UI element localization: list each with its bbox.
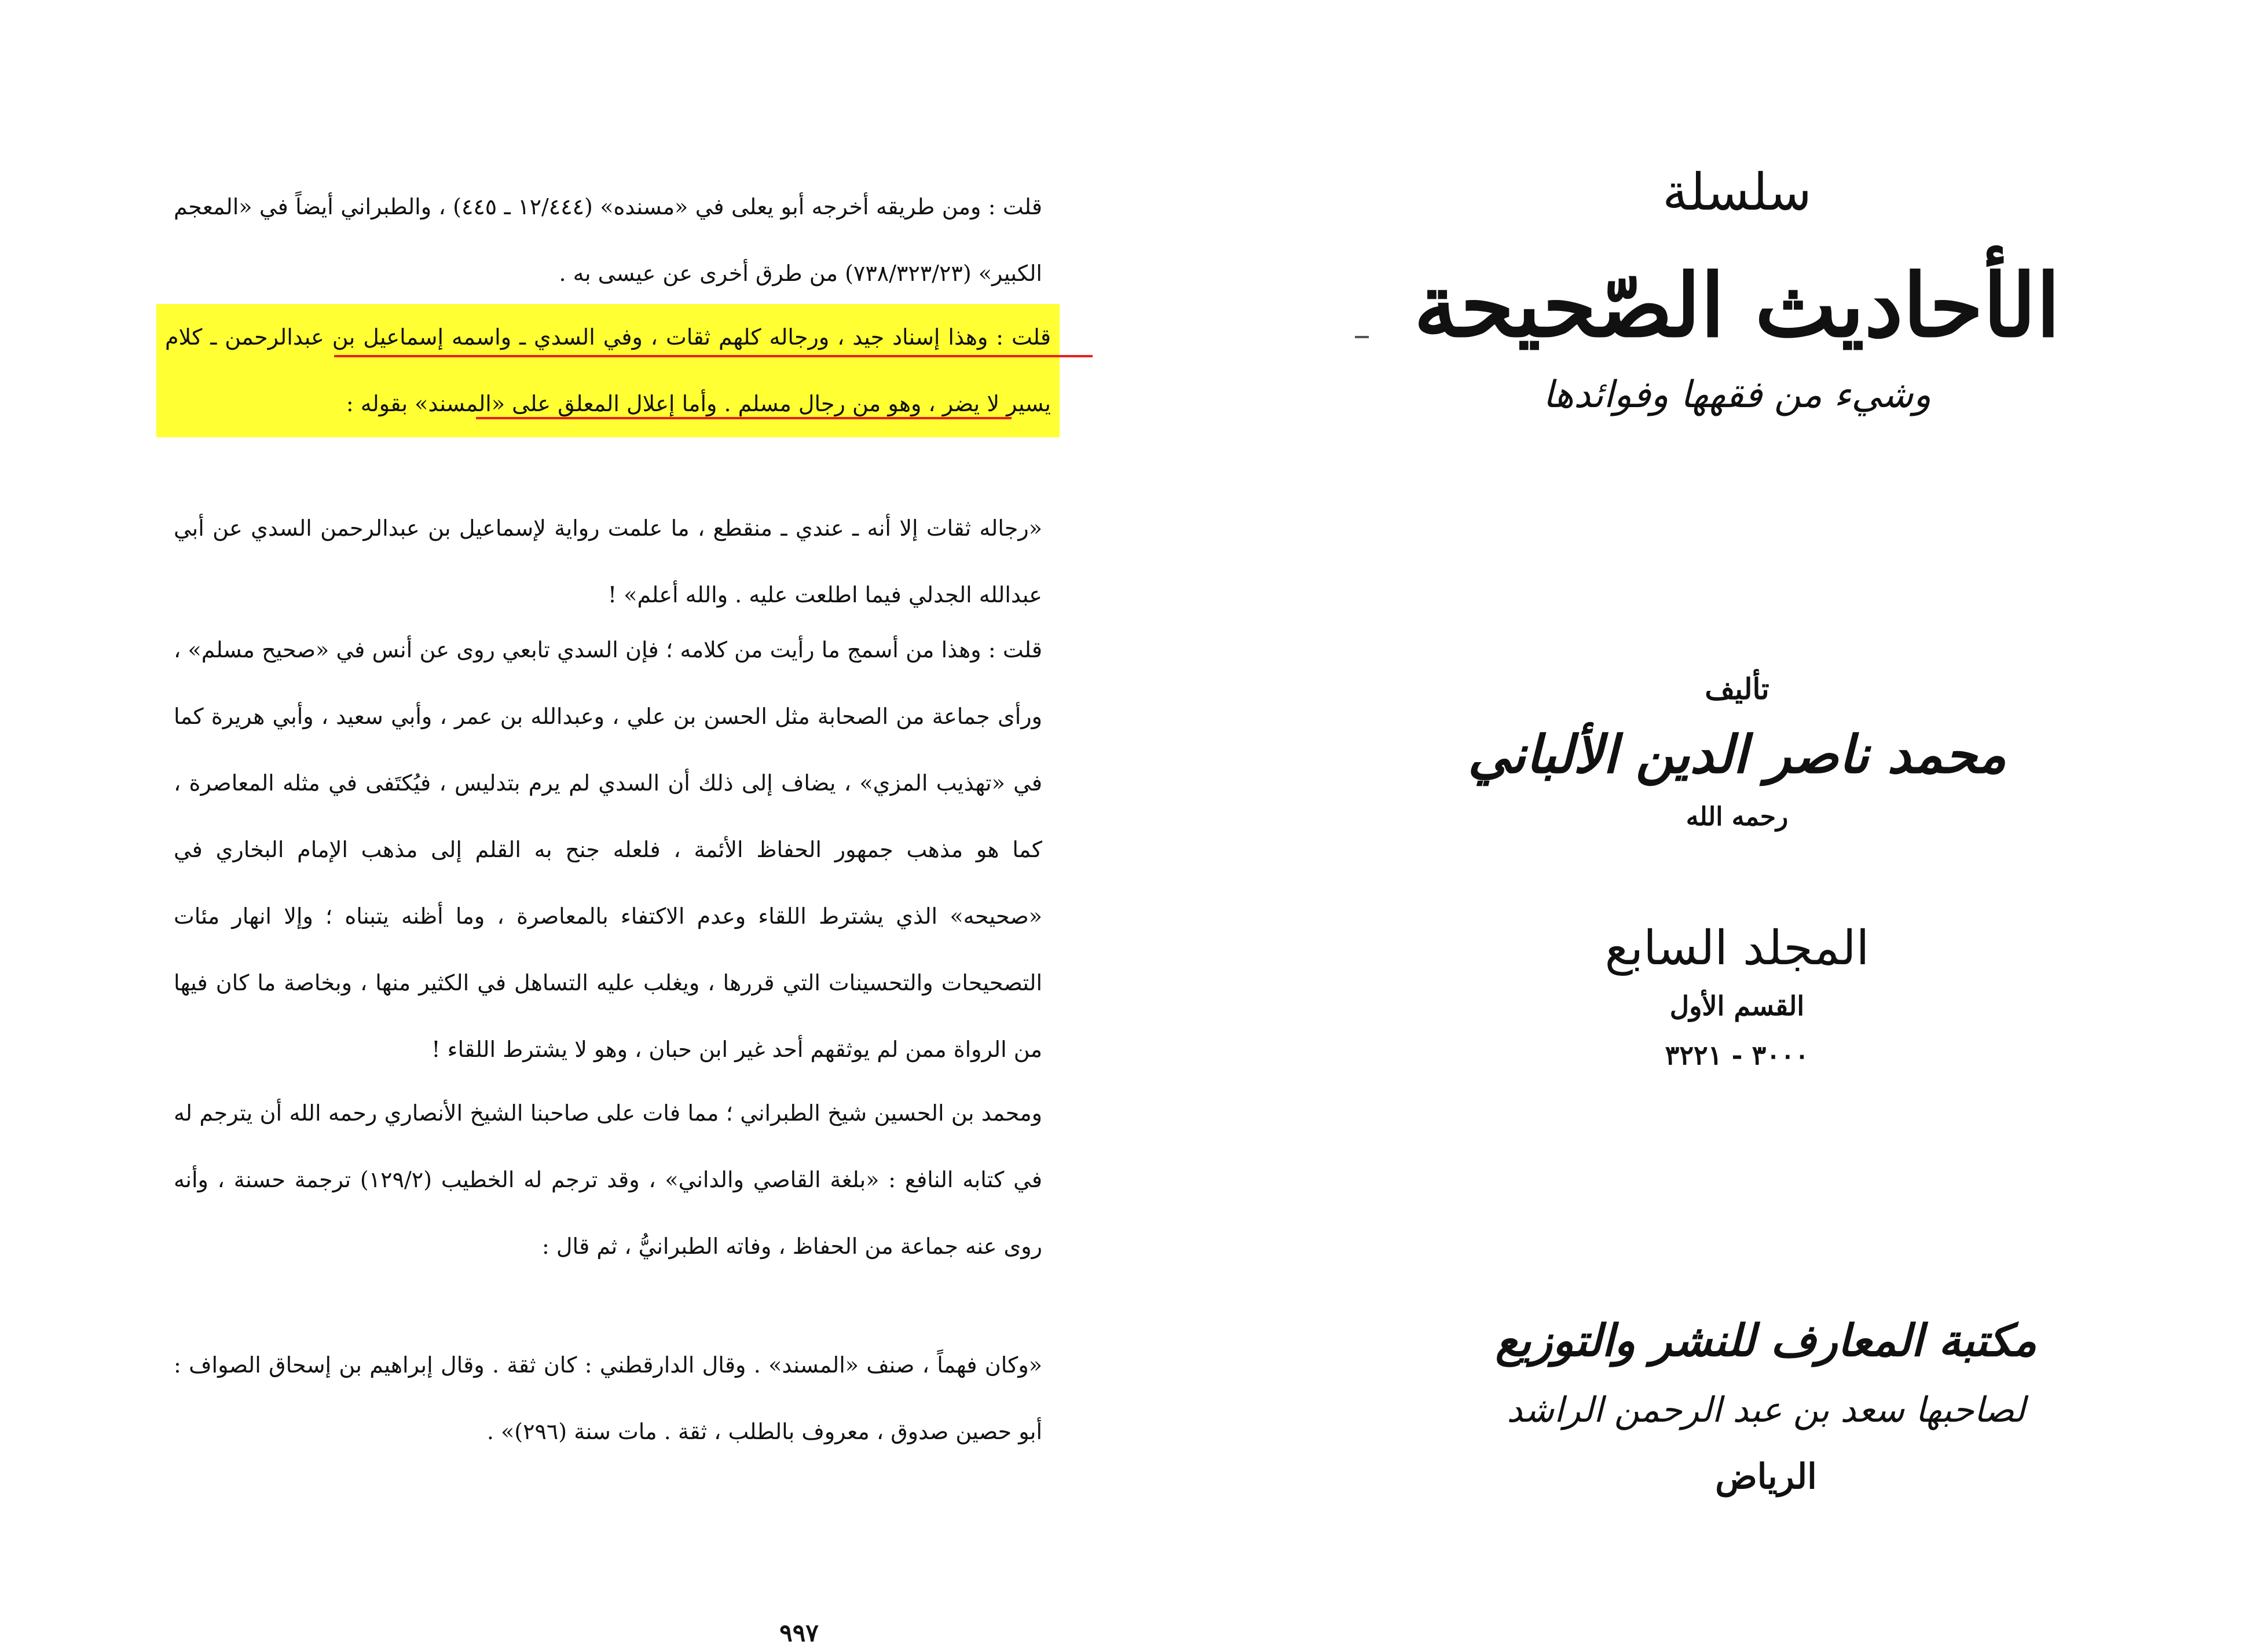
title-dash [1355, 336, 1369, 338]
highlighted-paragraph: قلت : وهذا إسناد جيد ، ورجاله كلهم ثقات ، وفي السدي ـ واسمه إسماعيل بن عبدالرحمن ـ كلام يسير لا يضر ، وهو من رجال مسلم . وأما إعلال المعلق على «المسند» بقوله : [156, 304, 1060, 437]
quote-paragraph: «رجاله ثقات إلا أنه ـ عندي ـ منقطع ، ما علمت رواية لإسماعيل بن عبدالرحمن السدي عن أبي عبدالله الجدلي فيما اطلعت عليه . والله أعلم» ! [174, 515, 1043, 607]
paragraph-6: «وكان فهماً ، صنف «المسند» . وقال الدارقطني : كان ثقة . وقال إبراهيم بن إسحاق الصواف : أبو حصين صدوق ، معروف بالطلب ، ثقة . مات سنة (٢٩٦)» . [174, 1352, 1042, 1444]
volume-part: القسم الأول [1669, 990, 1805, 1022]
left-page [165, 162, 1051, 1647]
book-subtitle: وشيء من فقهها وفوائدها [1542, 374, 1932, 416]
paragraph-5: ومحمد بن الحسين شيخ الطبراني ؛ مما فات على صاحبنا الشيخ الأنصاري رحمه الله أن يترجم له في كتابه النافع : «بلغة القاصي والداني» ، وقد ترجم له الخطيب (١٢٩/٢) ترجمة حسنة ، وأنه روى عنه جماعة من الحفاظ ، وفاته الطبرانيُّ ، ثم قال : [174, 1100, 1042, 1259]
author-honorific: رحمه الله [1686, 802, 1789, 832]
publisher-name: مكتبة المعارف للنشر والتوزيع [1495, 1315, 2037, 1366]
red-underline-1 [334, 355, 1093, 357]
page-number: ٩٩٧ [779, 1619, 819, 1647]
publisher-city: الرياض [1715, 1456, 1817, 1497]
publisher-owner: لصاحبها سعد بن عبد الرحمن الراشد [1507, 1390, 2025, 1430]
series-label: سلسلة [1662, 162, 1812, 222]
paragraph-1: قلت : ومن طريقه أخرجه أبو يعلى في «مسنده» (١٢/٤٤٤ ـ ٤٤٥) ، والطبراني أيضاً في «المعجم الكبير» (٧٣٨/٣٢٣/٢٣) من طرق أخرى عن عيسى به . [174, 194, 1042, 286]
volume-range: ٣٠٠٠ - ٣٢٢١ [1665, 1040, 1809, 1071]
author-label: تأليف [1705, 672, 1769, 706]
paragraph-4: قلت : وهذا من أسمج ما رأيت من كلامه ؛ فإن السدي تابعي روى عن أنس في «صحيح مسلم» ، ورأى جماعة من الصحابة مثل الحسن بن علي ، وعبدالله بن عمر ، وأبي سعيد ، وأبي هريرة كما في «تهذيب المزي» ، يضاف إلى ذلك أن السدي لم يرم بتدليس ، فيُكتَفى في مثله المعاصرة ، كما هو مذهب جمهور الحفاظ الأئمة ، فلعله جنح به القلم إلى مذهب الإمام البخاري في «صحيحه» الذي يشترط اللقاء وعدم الاكتفاء بالمعاصرة ، وما أظنه يتبناه ؛ وإلا انهار مئات التصحيحات والتحسينات التي قررها ، ويغلب عليه التساهل في الكثير منها ، وبخاصة ما كان فيها من الرواة ممن لم يوثقهم أحد غير ابن حبان ، وهو لا يشترط اللقاء ! [174, 637, 1043, 1062]
author-name: محمد ناصر الدين الألباني [1468, 724, 2006, 785]
volume-title: المجلد السابع [1604, 921, 1870, 976]
cover-page [1332, 145, 2142, 1535]
red-underline-2 [476, 417, 1012, 419]
book-title: الأحاديث الصّحيحة [1413, 255, 2061, 357]
